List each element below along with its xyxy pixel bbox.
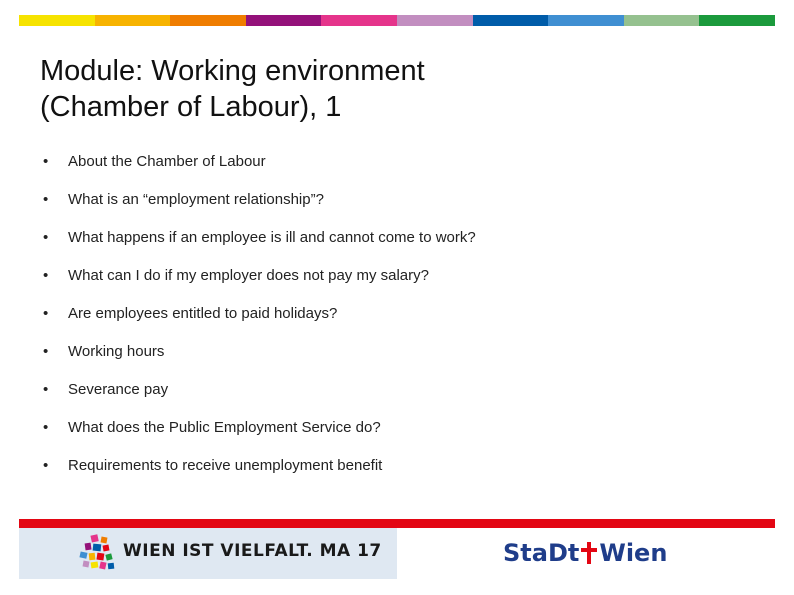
color-strip-segment: [19, 15, 95, 26]
bullet-item: [40, 300, 740, 338]
bullet-dot: •: [43, 419, 49, 436]
bullet-text: Severance pay: [68, 381, 169, 398]
footer-banner: [19, 528, 775, 579]
bullet-item: [40, 262, 740, 300]
bullet-text: What happens if an employee is ill and cannot come to work?: [68, 229, 476, 246]
bullet-dot: •: [43, 267, 49, 284]
diversity-mosaic-icon: [77, 534, 119, 574]
bullet-text: What does the Public Employment Service do?: [68, 419, 381, 436]
stadt-wien-logo: [503, 537, 667, 569]
city-logo-right-text: Wien: [599, 539, 668, 567]
slide-title-line1: Module: Working environment: [40, 55, 425, 87]
bullet-text: What can I do if my employer does not pay my salary?: [68, 267, 429, 284]
footer-red-line: [19, 519, 775, 528]
footer-left-panel: [19, 528, 397, 579]
color-strip-segment: [170, 15, 246, 26]
bullet-item: [40, 148, 740, 186]
cross-icon: [581, 542, 597, 564]
bullet-item: [40, 186, 740, 224]
bullet-item: [40, 338, 740, 376]
bullet-dot: •: [43, 229, 49, 246]
bullet-item: [40, 452, 740, 490]
color-strip-segment: [397, 15, 473, 26]
bullet-list: [40, 148, 740, 490]
slide-title-line2: (Chamber of Labour), 1: [40, 91, 342, 123]
bullet-text: Are employees entitled to paid holidays?: [68, 305, 338, 322]
footer-right-panel: [397, 528, 775, 579]
bullet-text: What is an “employment relationship”?: [68, 191, 324, 208]
color-strip-segment: [246, 15, 322, 26]
color-strip-segment: [321, 15, 397, 26]
color-strip: [19, 15, 775, 26]
bullet-item: [40, 224, 740, 262]
bullet-dot: •: [43, 381, 49, 398]
color-strip-segment: [548, 15, 624, 26]
color-strip-segment: [624, 15, 700, 26]
color-strip-segment: [473, 15, 549, 26]
bullet-dot: •: [43, 457, 49, 474]
footer-slogan: WIEN IST VIELFALT. MA 17: [123, 541, 382, 561]
bullet-item: [40, 414, 740, 452]
bullet-dot: •: [43, 191, 49, 208]
city-logo-left-text: StaDt: [503, 539, 580, 567]
bullet-item: [40, 376, 740, 414]
slide-title: [40, 53, 740, 125]
bullet-text: Working hours: [68, 343, 165, 360]
bullet-dot: •: [43, 153, 49, 170]
bullet-text: About the Chamber of Labour: [68, 153, 266, 170]
bullet-text: Requirements to receive unemployment benefit: [68, 457, 383, 474]
bullet-dot: •: [43, 305, 49, 322]
bullet-dot: •: [43, 343, 49, 360]
color-strip-segment: [95, 15, 171, 26]
color-strip-segment: [699, 15, 775, 26]
